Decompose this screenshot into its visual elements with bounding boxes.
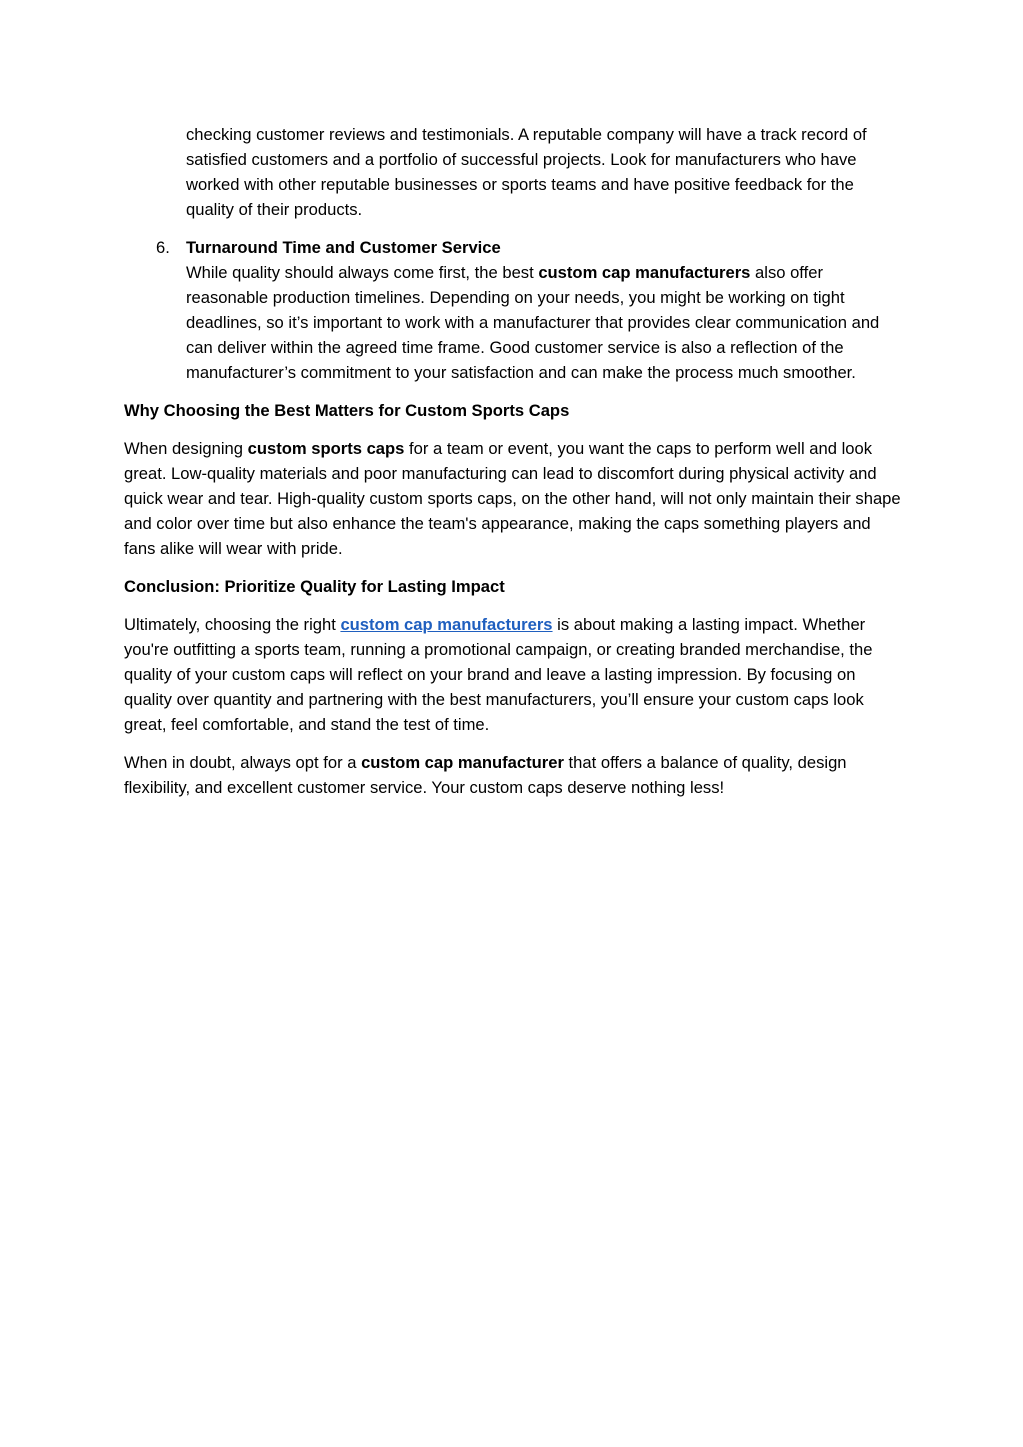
list-item-body: While quality should always come first, the best custom cap manufacturers also offer reasonable production timelines. Depending on your needs, you might be working on tight deadlines, so it’s important to work with a manufacturer that provides clear communication and can deliver within the agreed time frame. Good customer service is also a reflection of the manufacturer’s commitment to your satisfaction and can make the process much smoother. — [186, 263, 880, 382]
paragraph-conclusion-2: When in doubt, always opt for a custom cap manufacturer that offers a balance of quality, design flexibility, and excellent customer service. Your custom caps deserve nothing less! — [124, 753, 847, 797]
list-continuation-text: checking customer reviews and testimonials. A reputable company will have a track record of satisfied customers and a portfolio of successful projects. Look for manufacturers who have worked with other reputable businesses or sports teams and have positive feedback for the quality of their products. — [186, 125, 867, 219]
list-number: 6. — [156, 238, 170, 257]
custom-cap-manufacturers-link[interactable]: custom cap manufacturers — [340, 615, 553, 634]
list-item-continuation — [124, 122, 904, 222]
bold-term: custom cap manufacturers — [538, 263, 751, 282]
section-heading-why: Why Choosing the Best Matters for Custom Sports Caps — [124, 401, 570, 420]
bold-term: custom sports caps — [247, 439, 405, 458]
paragraph-conclusion-1: Ultimately, choosing the right custom cap manufacturers is about making a lasting impact. Whether you're outfitting a sports team, running a promotional campaign, or creating branded merchandise, the quality of your custom caps will reflect on your brand and leave a lasting impression. By focusing on quality over quantity and partnering with the best manufacturers, you’ll ensure your custom caps look great, feel comfortable, and stand the test of time. — [124, 615, 873, 734]
document-page — [124, 122, 904, 800]
list-item-title: Turnaround Time and Customer Service — [186, 238, 501, 257]
paragraph-why: When designing custom sports caps for a team or event, you want the caps to perform well and look great. Low-quality materials and poor manufacturing can lead to discomfort during physical activity and quick wear and tear. High-quality custom sports caps, on the other hand, will not only maintain their shape and color over time but also enhance the team's appearance, making the caps something players and fans alike will wear with pride. — [124, 439, 901, 558]
bold-term: custom cap manufacturer — [361, 753, 564, 772]
list-item-6 — [124, 235, 904, 385]
section-heading-conclusion: Conclusion: Prioritize Quality for Lasting Impact — [124, 577, 505, 596]
